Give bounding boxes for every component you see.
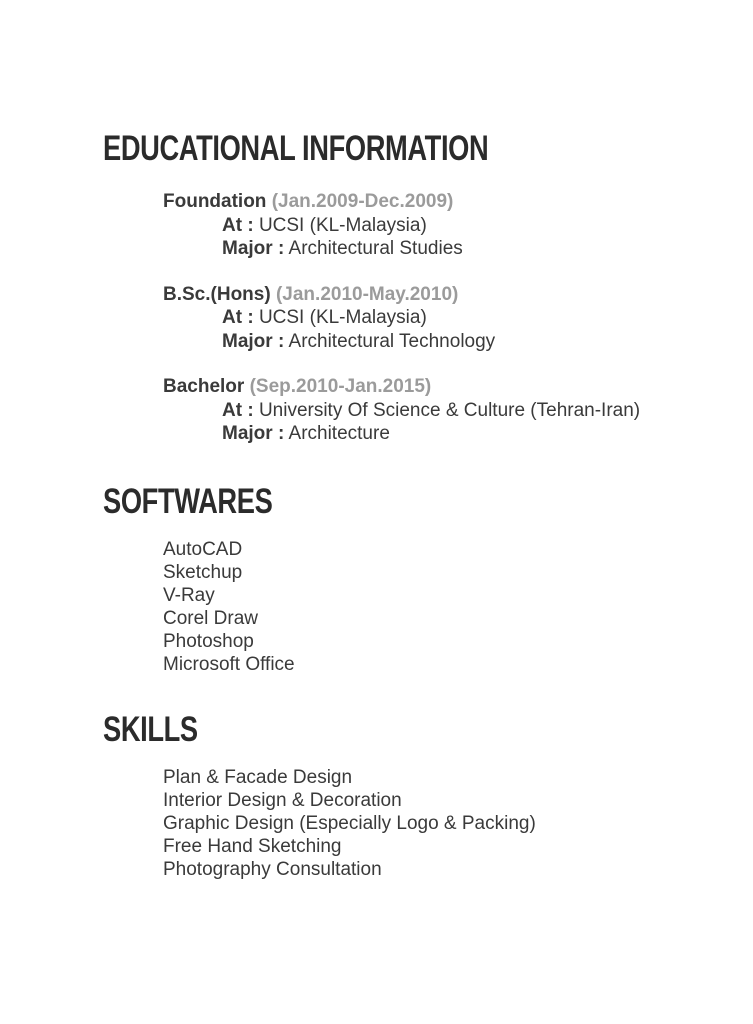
- at-label: At :: [222, 307, 254, 328]
- degree-name: B.Sc.(Hons): [163, 283, 271, 305]
- at-label: At :: [222, 214, 254, 236]
- major-line: [222, 330, 753, 354]
- softwares-heading: SOFTWARES: [103, 481, 273, 521]
- degree-name: Bachelor: [163, 376, 245, 397]
- degree-line: [163, 190, 753, 214]
- software-item: Sketchup: [163, 561, 243, 583]
- major-line: [222, 422, 753, 446]
- skill-item: Plan & Facade Design: [163, 766, 353, 788]
- education-entry-bachelor: [163, 375, 753, 446]
- skill-item: Interior Design & Decoration: [163, 789, 402, 811]
- at-label: At :: [222, 399, 254, 421]
- degree-date: (Jan.2009-Dec.2009): [271, 191, 454, 212]
- education-heading: EDUCATIONAL INFORMATION: [103, 129, 489, 168]
- software-item: AutoCAD: [163, 538, 243, 560]
- skills-heading: SKILLS: [103, 709, 198, 749]
- degree-line: [163, 375, 753, 399]
- education-entry-bsc: [163, 283, 753, 354]
- at-value: University Of Science & Culture (Tehran-Iran): [258, 399, 641, 421]
- major-value: Architectural Technology: [288, 330, 496, 352]
- skill-item: Graphic Design (Especially Logo & Packing): [163, 812, 536, 834]
- degree-date: (Jan.2010-May.2010): [275, 283, 459, 305]
- major-value: Architecture: [288, 423, 390, 444]
- at-value: UCSI (KL-Malaysia): [258, 214, 427, 236]
- degree-date: (Sep.2010-Jan.2015): [249, 376, 432, 397]
- major-label: Major :: [222, 330, 285, 352]
- major-label: Major :: [222, 238, 285, 259]
- education-entry-foundation: [163, 190, 753, 261]
- at-line: [222, 214, 753, 238]
- section-skills: [103, 709, 753, 881]
- skill-item: Photography Consultation: [163, 858, 382, 880]
- softwares-list: [163, 538, 753, 676]
- section-softwares: [103, 481, 753, 676]
- software-item: V-Ray: [163, 584, 215, 606]
- skills-list: [163, 766, 753, 881]
- education-entries: [103, 190, 753, 446]
- degree-name: Foundation: [163, 191, 267, 212]
- major-line: [222, 237, 753, 261]
- section-education: [103, 129, 753, 446]
- major-label: Major :: [222, 423, 285, 444]
- at-value: UCSI (KL-Malaysia): [258, 307, 427, 328]
- at-line: [222, 399, 753, 423]
- degree-line: [163, 283, 753, 307]
- software-item: Photoshop: [163, 630, 254, 652]
- software-item: Microsoft Office: [163, 653, 295, 675]
- skill-item: Free Hand Sketching: [163, 835, 342, 857]
- major-value: Architectural Studies: [288, 238, 463, 259]
- at-line: [222, 306, 753, 330]
- software-item: Corel Draw: [163, 607, 259, 629]
